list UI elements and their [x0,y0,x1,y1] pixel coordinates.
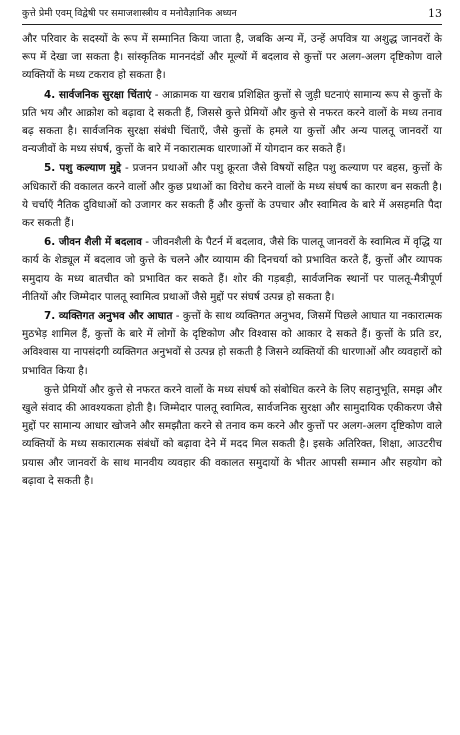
paragraph [22,233,442,306]
paragraph-text: कुत्ते प्रेमियों और कुत्ते से नफरत करने वालों के मध्य संघर्ष को संबोधित करने के लिए सहानुभूति, समझ और खुले संवाद की आवश्यकता होती है। जिम्मेदार पालतू स्वामित्व, सार्वजनिक सुरक्षा और सामुदायिक एकीकरण जैसे मुद्दों पर सामान्य आधार खोजने और समझौता करने से तनाव कम करने और कुत्तों पर अलग-अलग दृष्टिकोण वाले व्यक्तियों के मध्य सकारात्मक संबंधों को बढ़ावा देने में मदद मिल सकती है। इसके अतिरिक्त, शिक्षा, आउटरीच प्रयास और जानवरों के साथ मानवीय व्यवहार की वकालत समुदायों के भीतर आपसी सम्मान और सहयोग को बढ़ावा दे सकती है। [22,383,442,487]
running-title: कुत्ते प्रेमी एवम् विद्वेषी पर समाजशास्त्रीय व मनोवैज्ञानिक अध्यन [22,8,237,19]
section-heading: 5. पशु कल्याण मुद्दे [44,162,122,175]
paragraph [22,307,442,380]
paragraph [22,381,442,490]
paragraph [22,159,442,232]
section-heading: 4. सार्वजनिक सुरक्षा चिंताएं [44,88,152,101]
paragraph-text: - कुत्तों के साथ व्यक्तिगत अनुभव, जिसमें पिछले आघात या नकारात्मक मुठभेड़ शामिल हैं, कुत्तों के बारे में लोगों के दृष्टिकोण और विश्वास को आकार दे सकते हैं। कुत्तों के प्रति डर, अविश्वास या नापसंदगी व्यक्तिगत अनुभवों से उत्पन्न हो सकती है जिसने व्यक्तियों की धारणाओं और व्यवहारों को प्रभावित किया है। [22,310,442,377]
page-number: 13 [428,7,442,20]
section-heading: 7. व्यक्तिगत अनुभव और आघात [44,310,173,323]
body-text [22,30,442,490]
paragraph-text: और परिवार के सदस्यों के रूप में सम्मानित किया जाता है, जबकि अन्य में, उन्हें अपवित्र या अशुद्ध जानवरों के रूप में देखा जा सकता है। सांस्कृतिक माननदंडों और मूल्यों में बदलाव से कुत्तों पर अलग-अलग दृष्टिकोण वाले व्यक्तियों के मध्य टकराव हो सकता है। [22,33,442,82]
paragraph-text: - प्रजनन प्रथाओं और पशु क्रूरता जैसे विषयों सहित पशु कल्याण पर बहस, कुत्तों के अधिकारों की वकालत करने वालों और कुछ प्रथाओं का विरोध करने वालों के मध्य संघर्ष का कारण बन सकती है। ये चर्चाएँ नैतिक दुविधाओं को उजागर कर सकती हैं और कुत्तों के उपचार और स्वामित्व के बारे में असहमति पैदा कर सकती हैं। [22,162,443,230]
paragraph [22,86,442,159]
paragraph-text: - आक्रामक या खराब प्रशिक्षित कुत्तों से जुड़ी घटनाएं सामान्य रूप से कुत्तों के प्रति भय और आक्रोश को बढ़ावा दे सकती हैं, जिससे कुत्ते प्रेमियों और कुत्ते से नफरत करने वालों के मध्य तनाव बढ़ सकता है। सार्वजनिक सुरक्षा संबंधी चिंताएँ, जैसे कुत्तों के हमले या कुत्तों और अन्य पालतू जानवरों या वन्यजीवों के मध्य संघर्ष, कुत्तों के बारे में नकारात्मक धारणाओं में योगदान कर सकते हैं। [22,88,442,156]
paragraph [22,30,442,85]
paragraph-text: - जीवनशैली के पैटर्न में बदलाव, जैसे कि पालतू जानवरों के स्वामित्व में वृद्धि या कार्य के शेड्यूल में बदलाव जो कुत्ते के चलने और व्यायाम की दिनचर्या को प्रभावित करते हैं, कुत्तों और व्यापक समुदाय के मध्य बातचीत को प्रभावित कर सकते हैं। शोर की गड़बड़ी, सार्वजनिक स्थानों पर पालतू-मैत्रीपूर्ण नीतियों और जिम्मेदार पालतू स्वामित्व प्रथाओं जैसे मुद्दों पर संघर्ष उत्पन्न हो सकता है। [22,236,442,303]
section-heading: 6. जीवन शैली में बदलाव [44,236,142,249]
running-header [22,6,442,25]
